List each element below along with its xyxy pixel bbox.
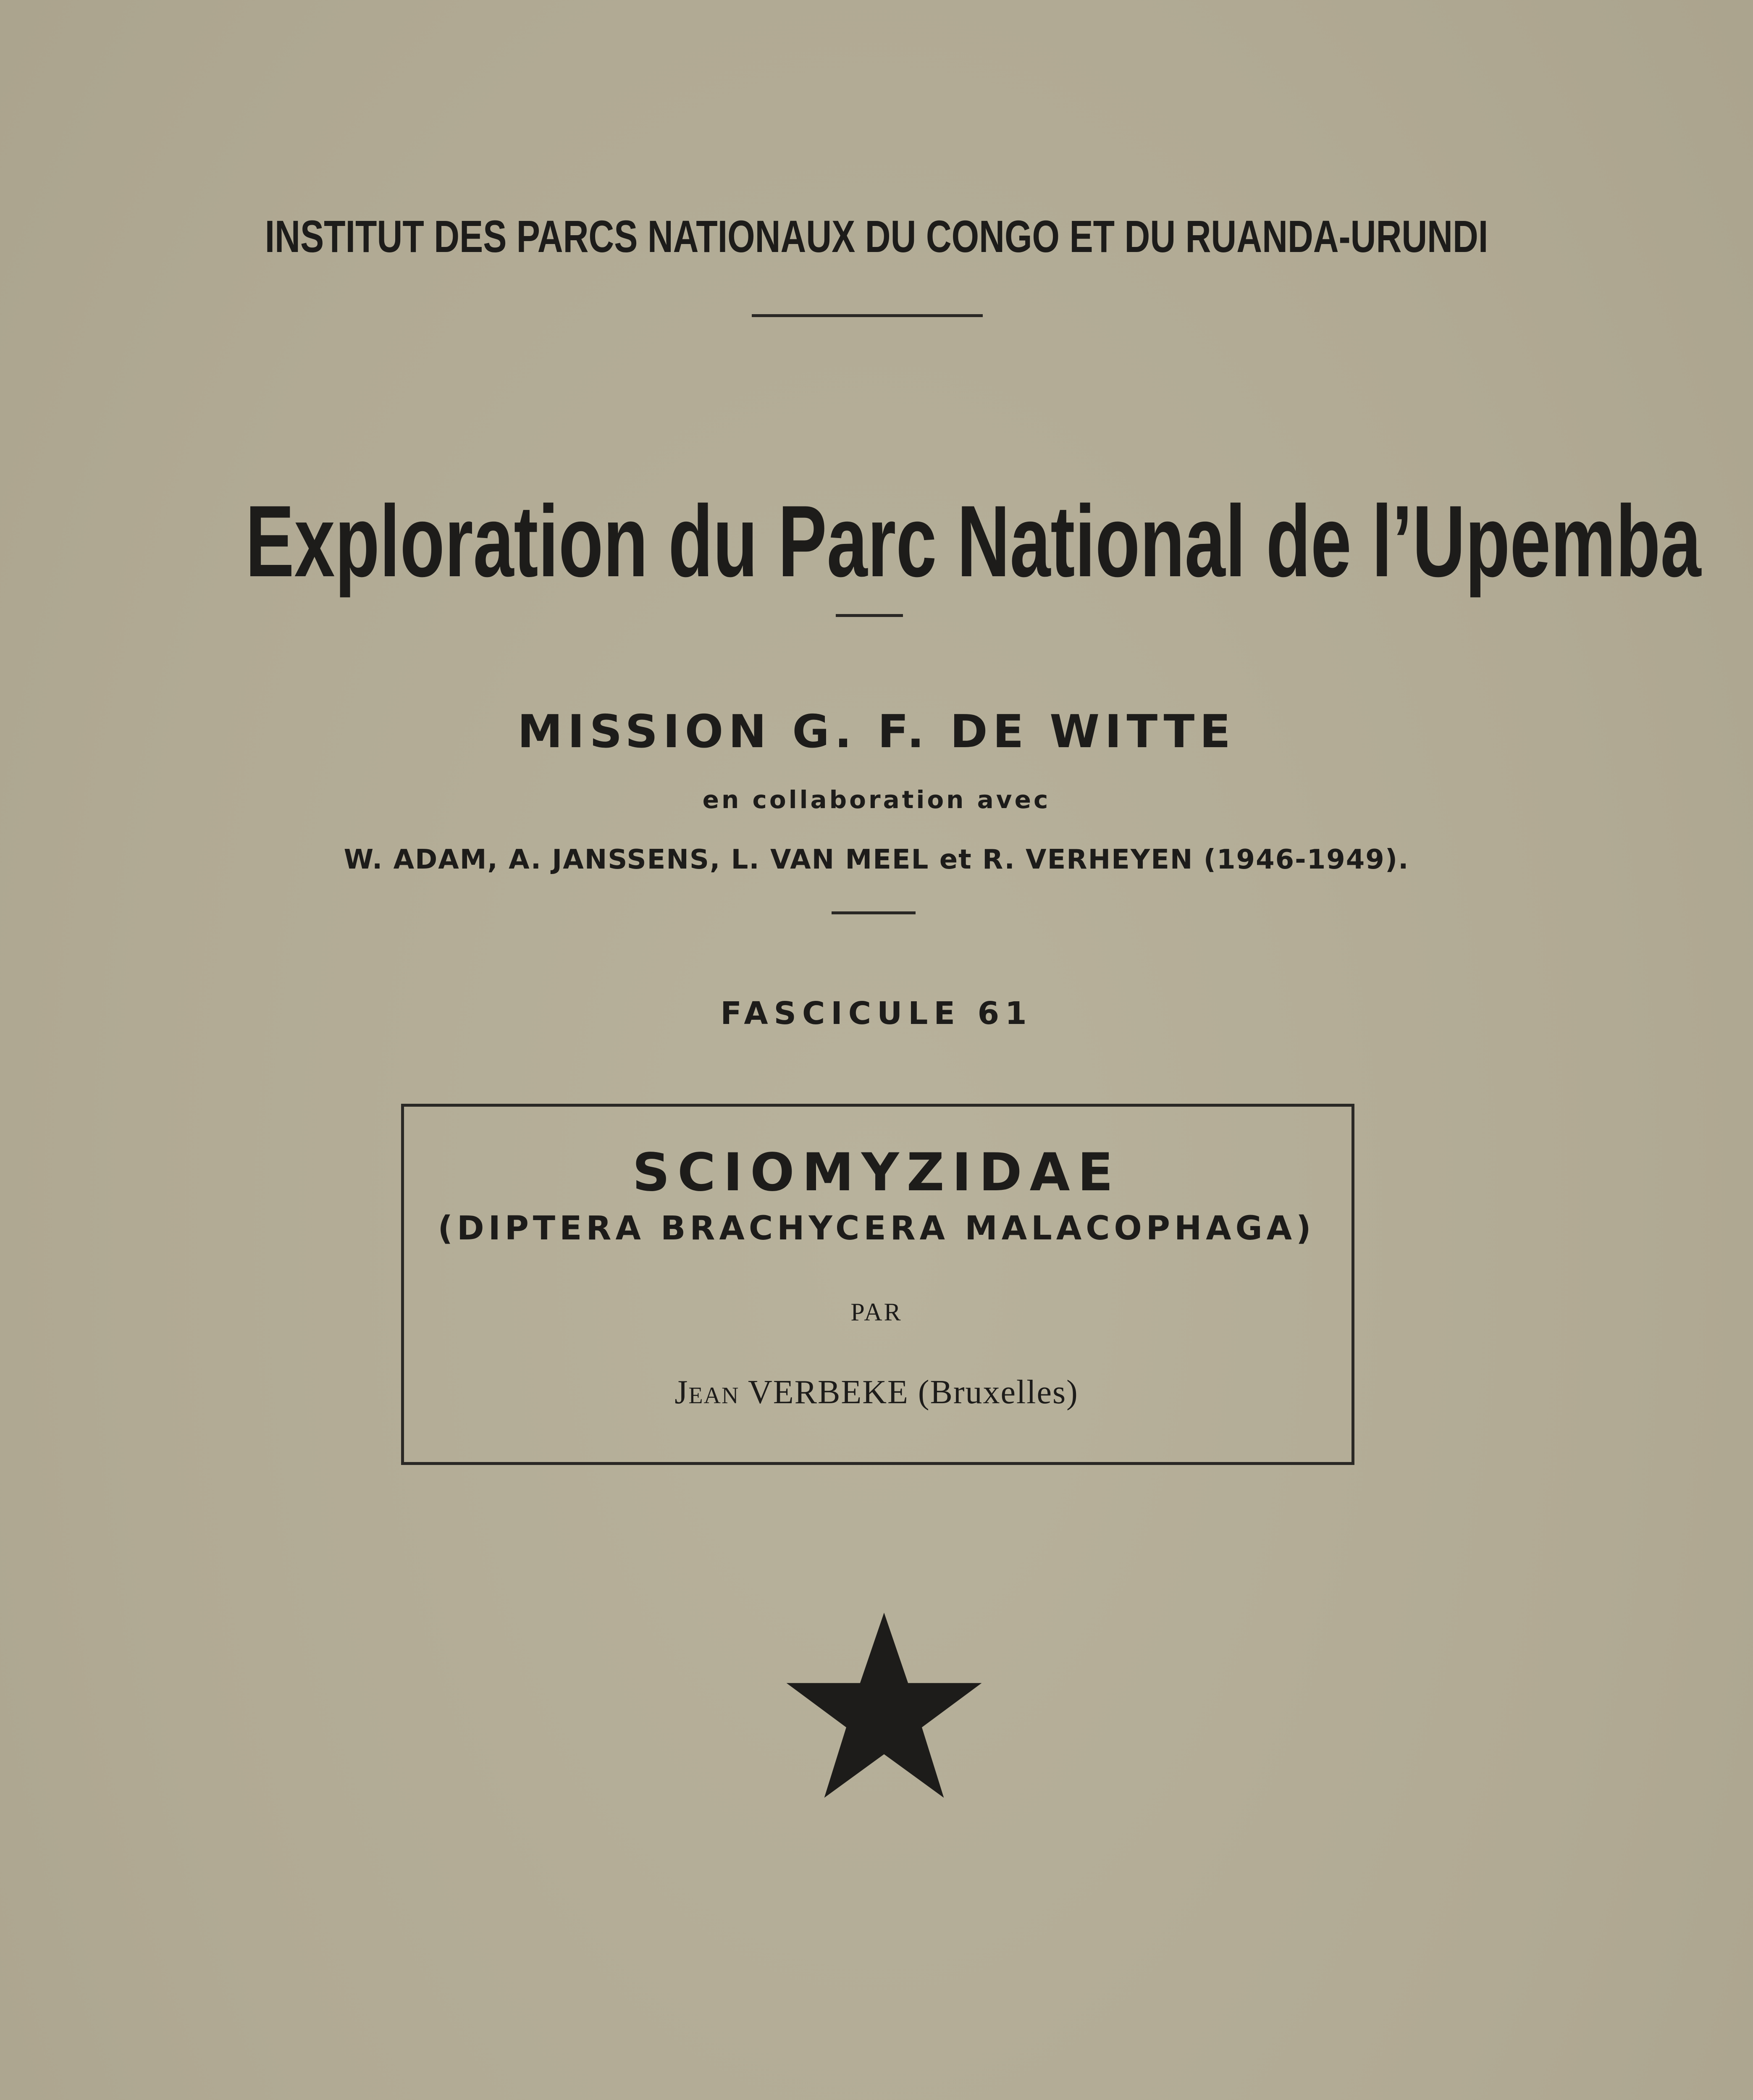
star-icon: [779, 1609, 989, 1802]
author-first-name: Jean: [674, 1374, 740, 1411]
author-last-name: VERBEKE: [748, 1374, 909, 1411]
divider-rule: [832, 911, 916, 914]
series-title: Exploration du Parc National de l’Upemba: [245, 485, 1701, 598]
author-city: (Bruxelles): [918, 1374, 1079, 1411]
divider-rule: [752, 314, 983, 317]
order-subtitle: (DIPTERA BRACHYCERA MALACOPHAGA): [438, 1210, 1315, 1247]
institute-heading: INSTITUT DES PARCS NATIONAUX DU CONGO ET DU RUANDA-URUNDI: [265, 211, 1488, 262]
mission-name: MISSION G. F. DE WITTE: [517, 706, 1236, 758]
family-title: SCIOMYZIDAE: [632, 1142, 1121, 1203]
author-line: [0, 1373, 1753, 1412]
fascicule-number: FASCICULE 61: [720, 995, 1033, 1032]
mission-members: W. ADAM, A. JANSSENS, L. VAN MEEL et R. VERHEYEN (1946-1949).: [344, 844, 1409, 875]
divider-rule: [836, 614, 903, 617]
by-label: PAR: [850, 1298, 903, 1326]
collaboration-text: en collaboration avec: [702, 785, 1051, 814]
